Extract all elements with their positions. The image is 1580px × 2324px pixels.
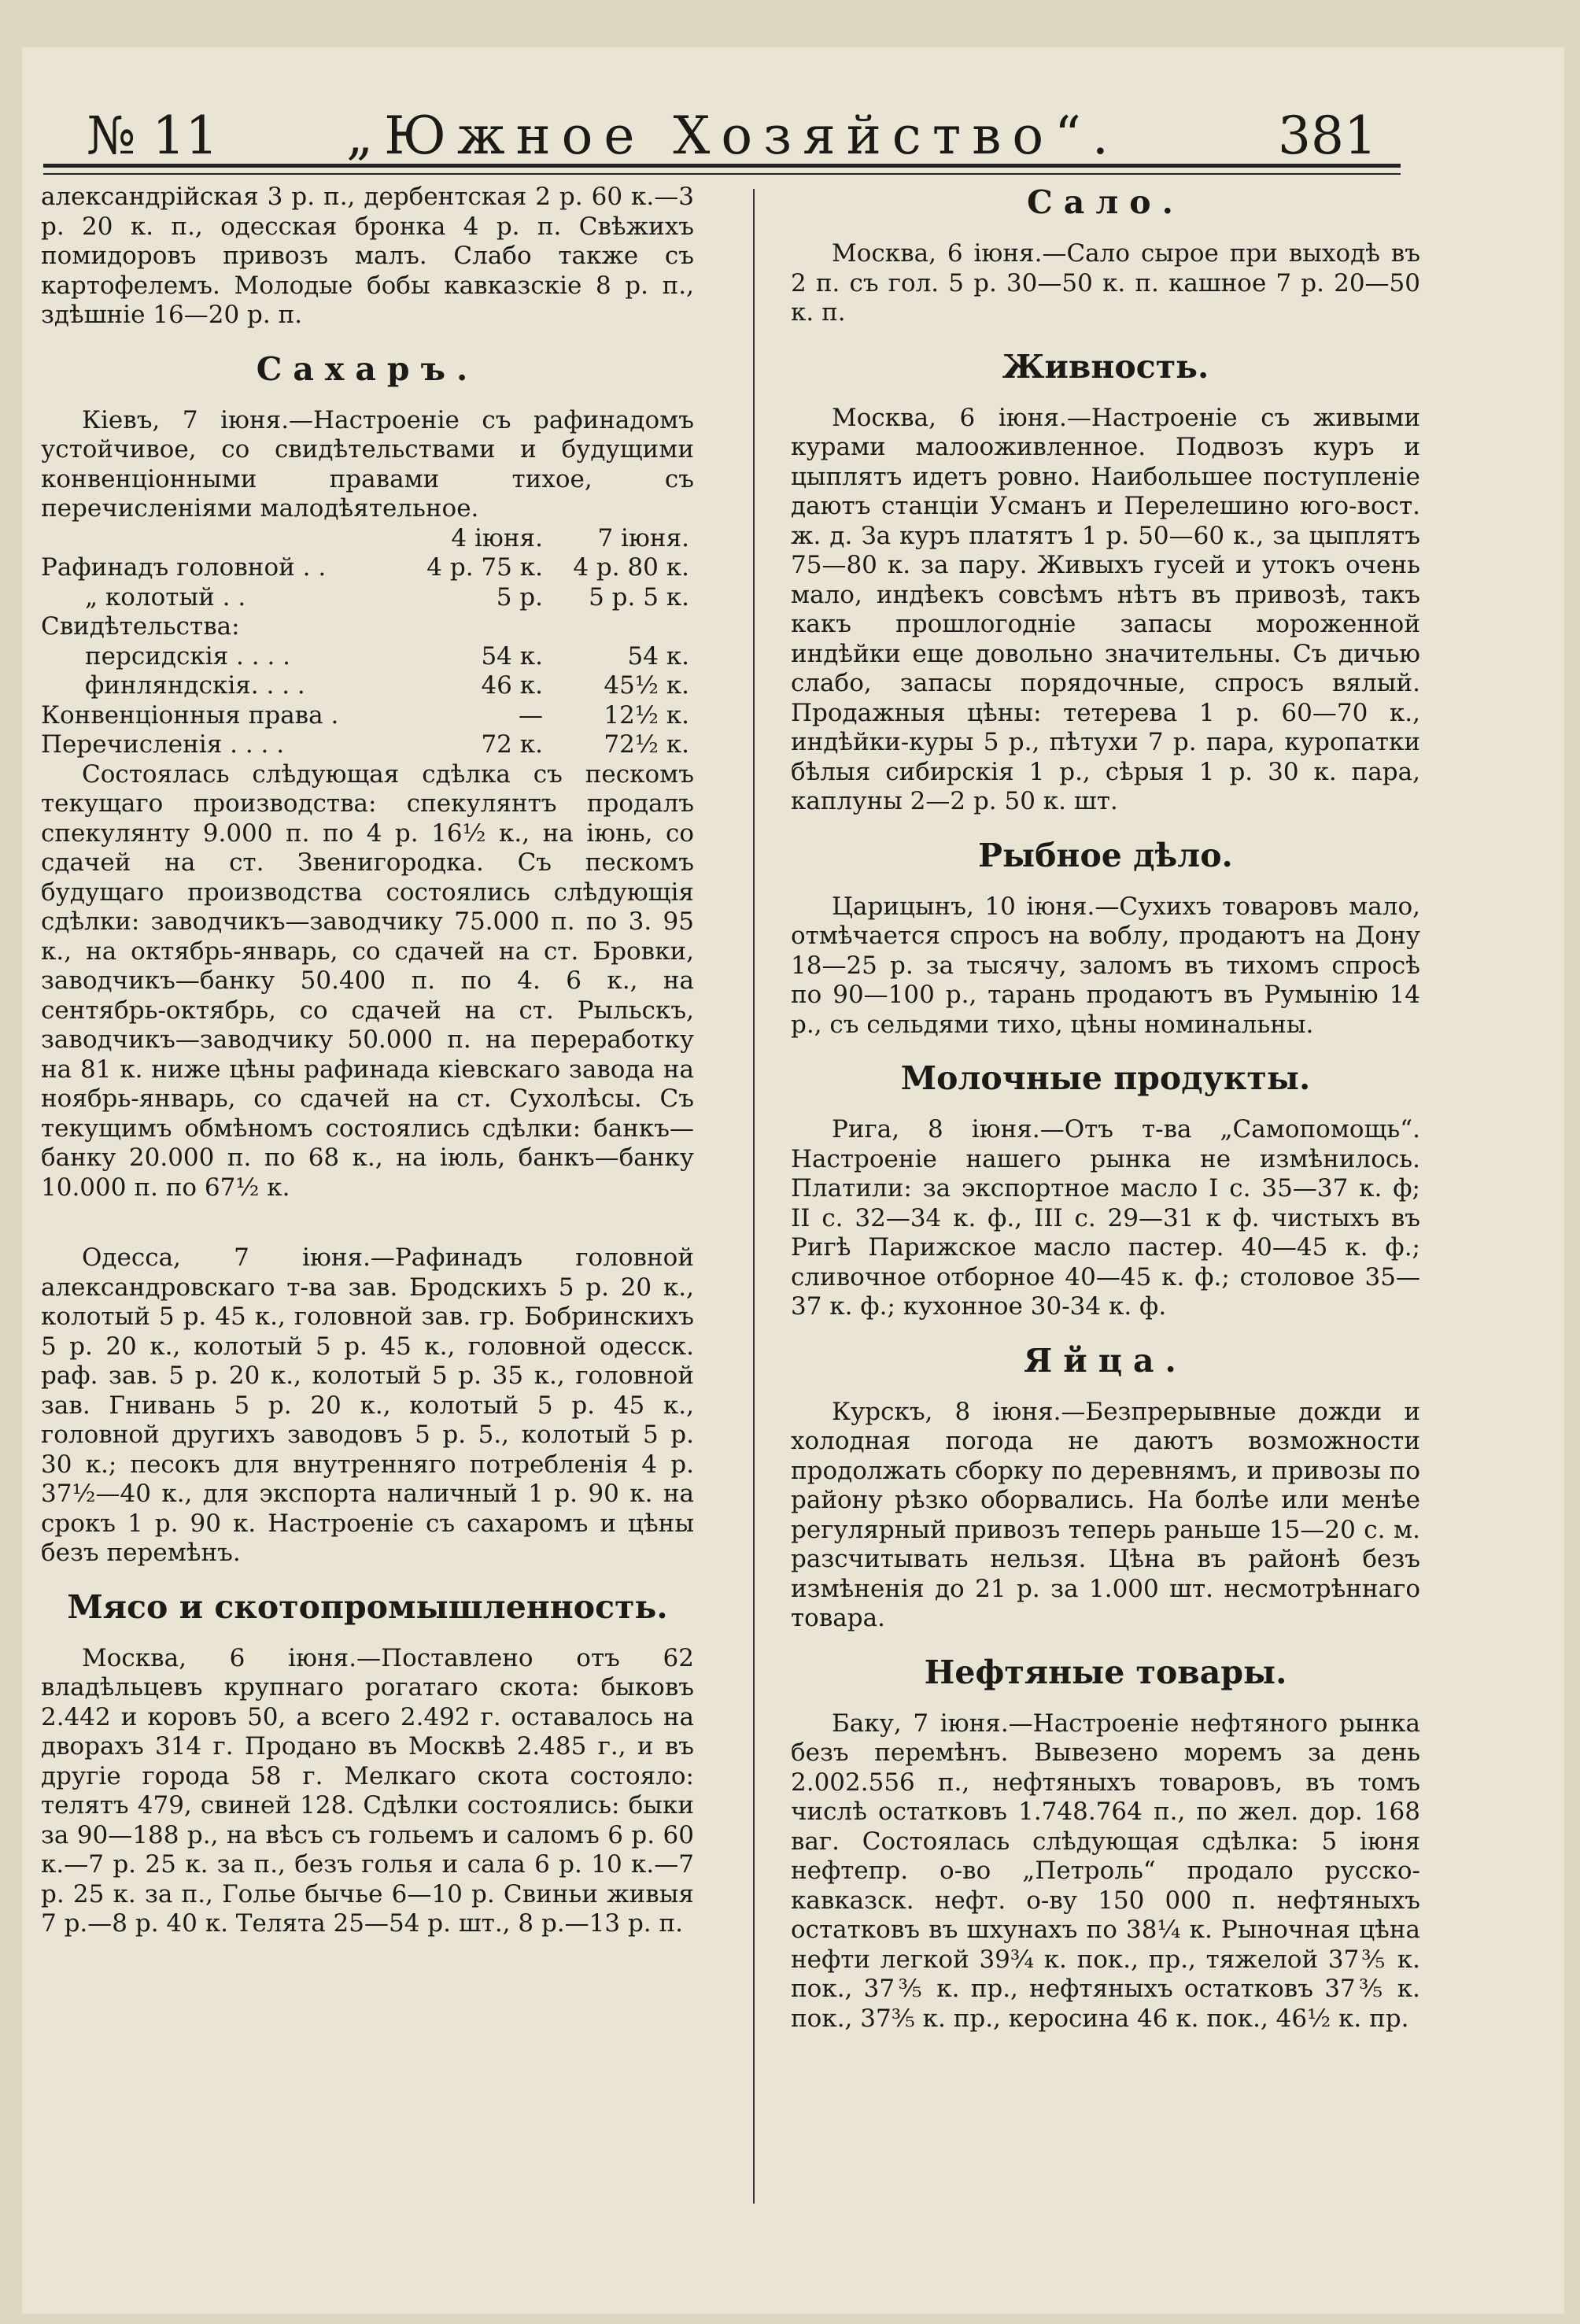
section-title-sugar: Сахаръ. bbox=[256, 349, 479, 388]
meat-moscow-report: Москва, 6 іюня.—Поставлено отъ 62 владѣльцевъ крупнаго рогатаго скота: быковъ 2.442 и коровъ 50, а всего 2.492 г. оставалось на дворахъ 314 г. Продано въ Москвѣ 2.485 г., и въ другіе города 58 г. Мелкаго скота состояло: телятъ 479, свиней 128. Сдѣлки состоялись: быки за 90—188 р., на вѣсъ съ гольемъ и саломъ 6 р. 60 к.—7 р. 25 к. за п., безъ голья и сала 6 р. 10 к.—7 р. 25 к. за п., Голье бычье 6—10 р. Свиньи живыя 7 р.—8 р. 40 к. Телята 25—54 р. шт., 8 р.—13 р. п. bbox=[41, 1643, 694, 1938]
table-header-date2: 7 іюня. bbox=[597, 523, 689, 552]
table-row: Конвенціонныя права . — 12½ к. bbox=[41, 700, 689, 730]
section-title-poultry: Живность. bbox=[1002, 347, 1209, 386]
right-column bbox=[791, 183, 1420, 2034]
section-title-oil: Нефтяные товары. bbox=[924, 1653, 1287, 1691]
table-row: „ колотый . . 5 р. 5 р. 5 к. bbox=[85, 582, 689, 611]
table-row: Перечисленія . . . . 72 к. 72½ к. bbox=[41, 730, 689, 759]
salo-moscow-report: Москва, 6 іюня.—Сало сырое при выходѣ въ 2 п. съ гол. 5 р. 30—50 к. п. кашное 7 р. 20—50 к. п. bbox=[791, 239, 1420, 327]
dairy-riga-report: Рига, 8 іюня.—Отъ т-ва „Самопомощь“. Настроеніе нашего рынка не измѣнилось. Платили: за экспортное масло I с. 35—37 к. ф; II с. 32—34 к. ф., III с. 29—31 к ф. чистыхъ въ Ригѣ Парижское масло пастер. 40—45 к. ф.; сливочное отборное 40—45 к. ф.; столовое 35—37 к. ф.; кухонное 30-34 к. ф. bbox=[791, 1115, 1420, 1321]
sugar-kiev-deals: Состоялась слѣдующая сдѣлка съ пескомъ текущаго производства: спекулянтъ продалъ спекулянту 9.000 п. по 4 р. 16½ к., на іюнь, со сдачей на ст. Звенигородка. Съ пескомъ будущаго производства состоялись слѣдующія сдѣлки: заводчикъ—заводчику 75.000 п. по 3. 95 к., на октябрь-январь, со сдачей на ст. Бровки, заводчикъ—банку 50.400 п. по 4. 6 к., на сентябрь-октябрь, со сдачей на ст. Рыльскъ, заводчикъ—заводчику 50.000 п. на переработку на 81 к. ниже цѣны рафинада кіевскаго завода на ноябрь-январь, со сдачей на ст. Сухолѣсы. Съ текущимъ обмѣномъ состоялись сдѣлки: банкъ—банку 20.000 п. по 68 к., на іюль, банкъ—банку 10.000 п. по 67½ к. bbox=[41, 759, 694, 1202]
table-row: Свидѣтельства: bbox=[41, 612, 240, 641]
eggs-kursk-report: Курскъ, 8 іюня.—Безпрерывные дожди и холодная погода не даютъ возможности продолжать сборку по деревнямъ, и привозы по району рѣзко оборвались. На болѣе или менѣе регулярный привозъ теперь раньше 15—20 с. м. разсчитывать нельзя. Цѣна въ районѣ безъ измѣненія до 21 р. за 1.000 шт. несмотрѣннаго товара. bbox=[791, 1397, 1420, 1632]
sugar-kiev-report: Кіевъ, 7 іюня.—Настроеніе съ рафинадомъ устойчивое, со свидѣтельствами и будущими конвенціонными правами тихое, съ перечисленіями малодѣятельное. bbox=[41, 405, 694, 523]
vegetables-continuation: александрійская 3 р. п., дербентская 2 р. 60 к.—3 р. 20 к. п., одесская бронка 4 р. п. Свѣжихъ помидоровъ привозъ малъ. Слабо также съ картофелемъ. Молодые бобы кавказскіе 8 р. п., здѣшніе 16—20 р. п. bbox=[41, 183, 694, 329]
sugar-odessa-report: Одесса, 7 іюня.—Рафинадъ головной александровскаго т-ва зав. Бродскихъ 5 р. 20 к., колотый 5 р. 45 к., головной зав. гр. Бобринскихъ 5 р. 20 к., колотый 5 р. 45 к., головной одесск. раф. зав. 5 р. 20 к., колотый 5 р. 35 к., головной зав. Гнивань 5 р. 20 к., колотый 5 р. 45 к., головной другихъ заводовъ 5 р. 5., колотый 5 р. 30 к.; песокъ для внутренняго потребленія 4 р. 37½—40 к., для экспорта наличный 1 р. 90 к. на срокъ 1 р. 90 к. Настроеніе съ сахаромъ и цѣны безъ перемѣнъ. bbox=[41, 1243, 694, 1567]
table-row: Рафинадъ головной . . 4 р. 75 к. 4 р. 80 к. bbox=[41, 553, 689, 582]
header-rule-thin bbox=[43, 173, 1401, 175]
table-row: персидскія . . . . 54 к. 54 к. bbox=[85, 641, 689, 671]
poultry-moscow-report: Москва, 6 іюня.—Настроеніе съ живыми курами малооживленное. Подвозъ куръ и цыплятъ идетъ ровно. Наибольшее поступленіе даютъ станціи Усманъ и Перелешино юго-вост. ж. д. За куръ платятъ 1 р. 50—60 к., за цыплятъ 75—80 к. за пару. Живыхъ гусей и утокъ очень мало, индѣекъ совсѣмъ нѣтъ въ привозѣ, такъ какъ прошлогодніе запасы мороженной индѣйки еще довольно значительны. Съ дичью слабо, запасы порядочные, спросъ вялый. Продажныя цѣны: тетерева 1 р. 60—70 к., индѣйки-куры 5 р., пѣтухи 7 р. пара, куропатки бѣлыя сибирскія 1 р., сѣрыя 1 р. 30 к. пара, каплуны 2—2 р. 50 к. шт. bbox=[791, 403, 1420, 815]
sugar-price-table bbox=[41, 524, 694, 760]
page-header bbox=[87, 94, 1377, 181]
journal-title: „Южное Хозяйство“. bbox=[346, 105, 1120, 166]
issue-number: № 11 bbox=[87, 105, 219, 166]
section-title-fish: Рыбное дѣло. bbox=[978, 836, 1233, 874]
section-title-salo: Сало. bbox=[1027, 183, 1184, 221]
oil-baku-report: Баку, 7 іюня.—Настроеніе нефтяного рынка безъ перемѣнъ. Вывезено моремъ за день 2.002.556 п., нефтяныхъ товаровъ, въ томъ числѣ остатковъ 1.748.764 п., по жел. дор. 168 ваг. Состоялась слѣдующая сдѣлка: 5 іюня нефтепр. о-во „Петроль“ продало русско-кавказск. нефт. о-ву 150 000 п. нефтяныхъ остатковъ въ шхунахъ по 38¼ к. Рыночная цѣна нефти легкой 39¾ к. пок., пр., тяжелой 37⅗ к. пок., 37⅗ к. пр., нефтяныхъ остатковъ 37⅗ к. пок., 37⅗ к. пр., керосина 46 к. пок., 46½ к. пр. bbox=[791, 1709, 1420, 2033]
left-column bbox=[41, 183, 694, 1939]
table-row: финляндскія. . . . 46 к. 45½ к. bbox=[85, 671, 689, 700]
section-title-dairy: Молочные продукты. bbox=[900, 1059, 1311, 1097]
column-divider bbox=[753, 189, 755, 2204]
section-title-meat: Мясо и скотопромышленность. bbox=[67, 1587, 668, 1626]
page-number: 381 bbox=[1278, 105, 1377, 166]
fish-tsaritsyn-report: Царицынъ, 10 іюня.—Сухихъ товаровъ мало, отмѣчается спросъ на воблу, продаютъ на Дону 18—25 р. за тысячу, заломъ въ тихомъ спросѣ по 90—100 р., тарань продаютъ въ Румынію 14 р., съ сельдями тихо, цѣны номинальны. bbox=[791, 892, 1420, 1039]
section-title-eggs: Яйца. bbox=[1024, 1341, 1187, 1380]
table-header-date1: 4 іюня. bbox=[451, 523, 543, 552]
header-rule-thick bbox=[43, 164, 1401, 168]
